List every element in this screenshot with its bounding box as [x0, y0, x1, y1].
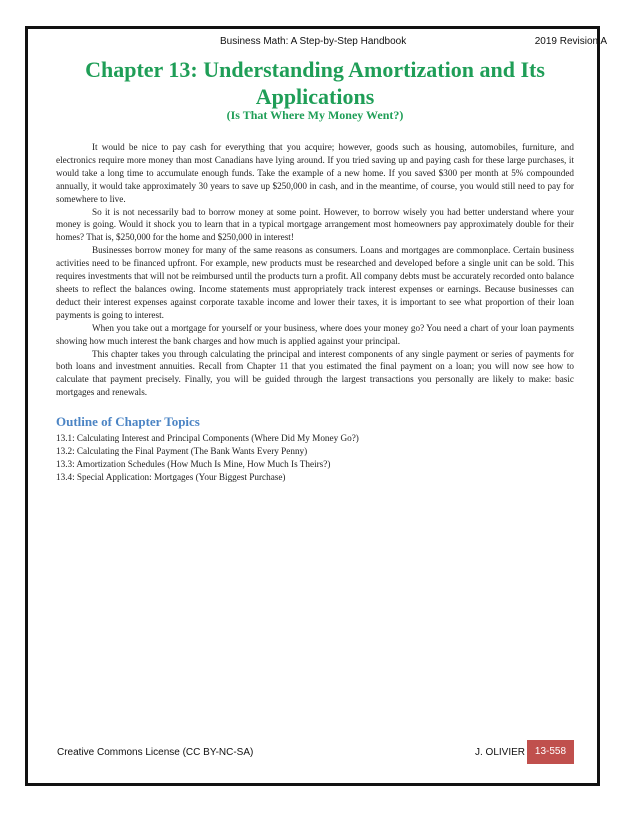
intro-body	[56, 141, 574, 399]
license-text: Creative Commons License (CC BY-NC-SA)	[57, 747, 254, 758]
paragraph: So it is not necessarily bad to borrow money at some point. However, to borrow wisely you had better understand where your money is going. Would it shock you to learn that in a typical mortgage arrangement most homeowners pay approximately double for their homes? That is, $250,000 for the home and $250,000 in interest!	[56, 206, 574, 243]
outline-item: 13.4: Special Application: Mortgages (Your Biggest Purchase)	[56, 471, 286, 482]
paragraph: This chapter takes you through calculating the principal and interest components of any single payment or series of payments for both loans and investment annuities. Recall from Chapter 11 that you estimated the final payment on a loan; you will now see how to calculate that payment precisely. Finally, you will be guided through the largest transactions you personally are likely to make: basic mortgages and renewals.	[56, 348, 574, 398]
paragraph: Businesses borrow money for many of the same reasons as consumers. Loans and mortgages are commonplace. Certain business activities need to be financed upfront. For example, new products must be researched and developed before a single unit can be sold. This requires investments that will not be reimbursed until the products turn a profit. All company debts must be accurately recorded onto balance sheets to reflect the balances owing. Income statements must appropriately track interest expenses or earnings. Because businesses can deduct their interest expenses against corporate taxable income and lower their taxes, it is important to see what proportion of their loan payments is going to interest.	[56, 245, 574, 320]
page-number-badge: 13-558	[527, 740, 574, 764]
outline-list	[56, 432, 359, 484]
running-header	[25, 36, 607, 52]
revision-label: 2019 Revision A	[534, 36, 607, 47]
chapter-subtitle: (Is That Where My Money Went?)	[226, 108, 404, 122]
outline-item: 13.1: Calculating Interest and Principal Components (Where Did My Money Go?)	[56, 433, 359, 443]
book-title: Business Math: A Step-by-Step Handbook	[220, 36, 407, 47]
paragraph: It would be nice to pay cash for everything that you acquire; however, goods such as housing, automobiles, furniture, and electronics require more money than most Canadians have lying around. If you tried saving up and paying cash for these large purchases, it would take a long time to accumulate enough funds. Take the example of a new home. If you saved $300 per month at 5% compounded annually, it would take approximately 30 years to save up $250,000 in cash, and in the meantime, of course, you would still need to pay for somewhere to live.	[56, 142, 574, 204]
outline-item: 13.3: Amortization Schedules (How Much Is Mine, How Much Is Theirs?)	[56, 458, 331, 469]
outline-heading: Outline of Chapter Topics	[56, 414, 200, 429]
chapter-title: Chapter 13: Understanding Amortization and Its Applications	[85, 57, 545, 109]
paragraph: When you take out a mortgage for yourself or your business, where does your money go? You need a chart of your loan payments showing how much interest the bank charges and how much is applied against your principal.	[56, 322, 574, 346]
page-border	[25, 26, 600, 786]
author-name: J. OLIVIER	[475, 747, 526, 758]
outline-item: 13.2: Calculating the Final Payment (The Bank Wants Every Penny)	[56, 445, 308, 456]
